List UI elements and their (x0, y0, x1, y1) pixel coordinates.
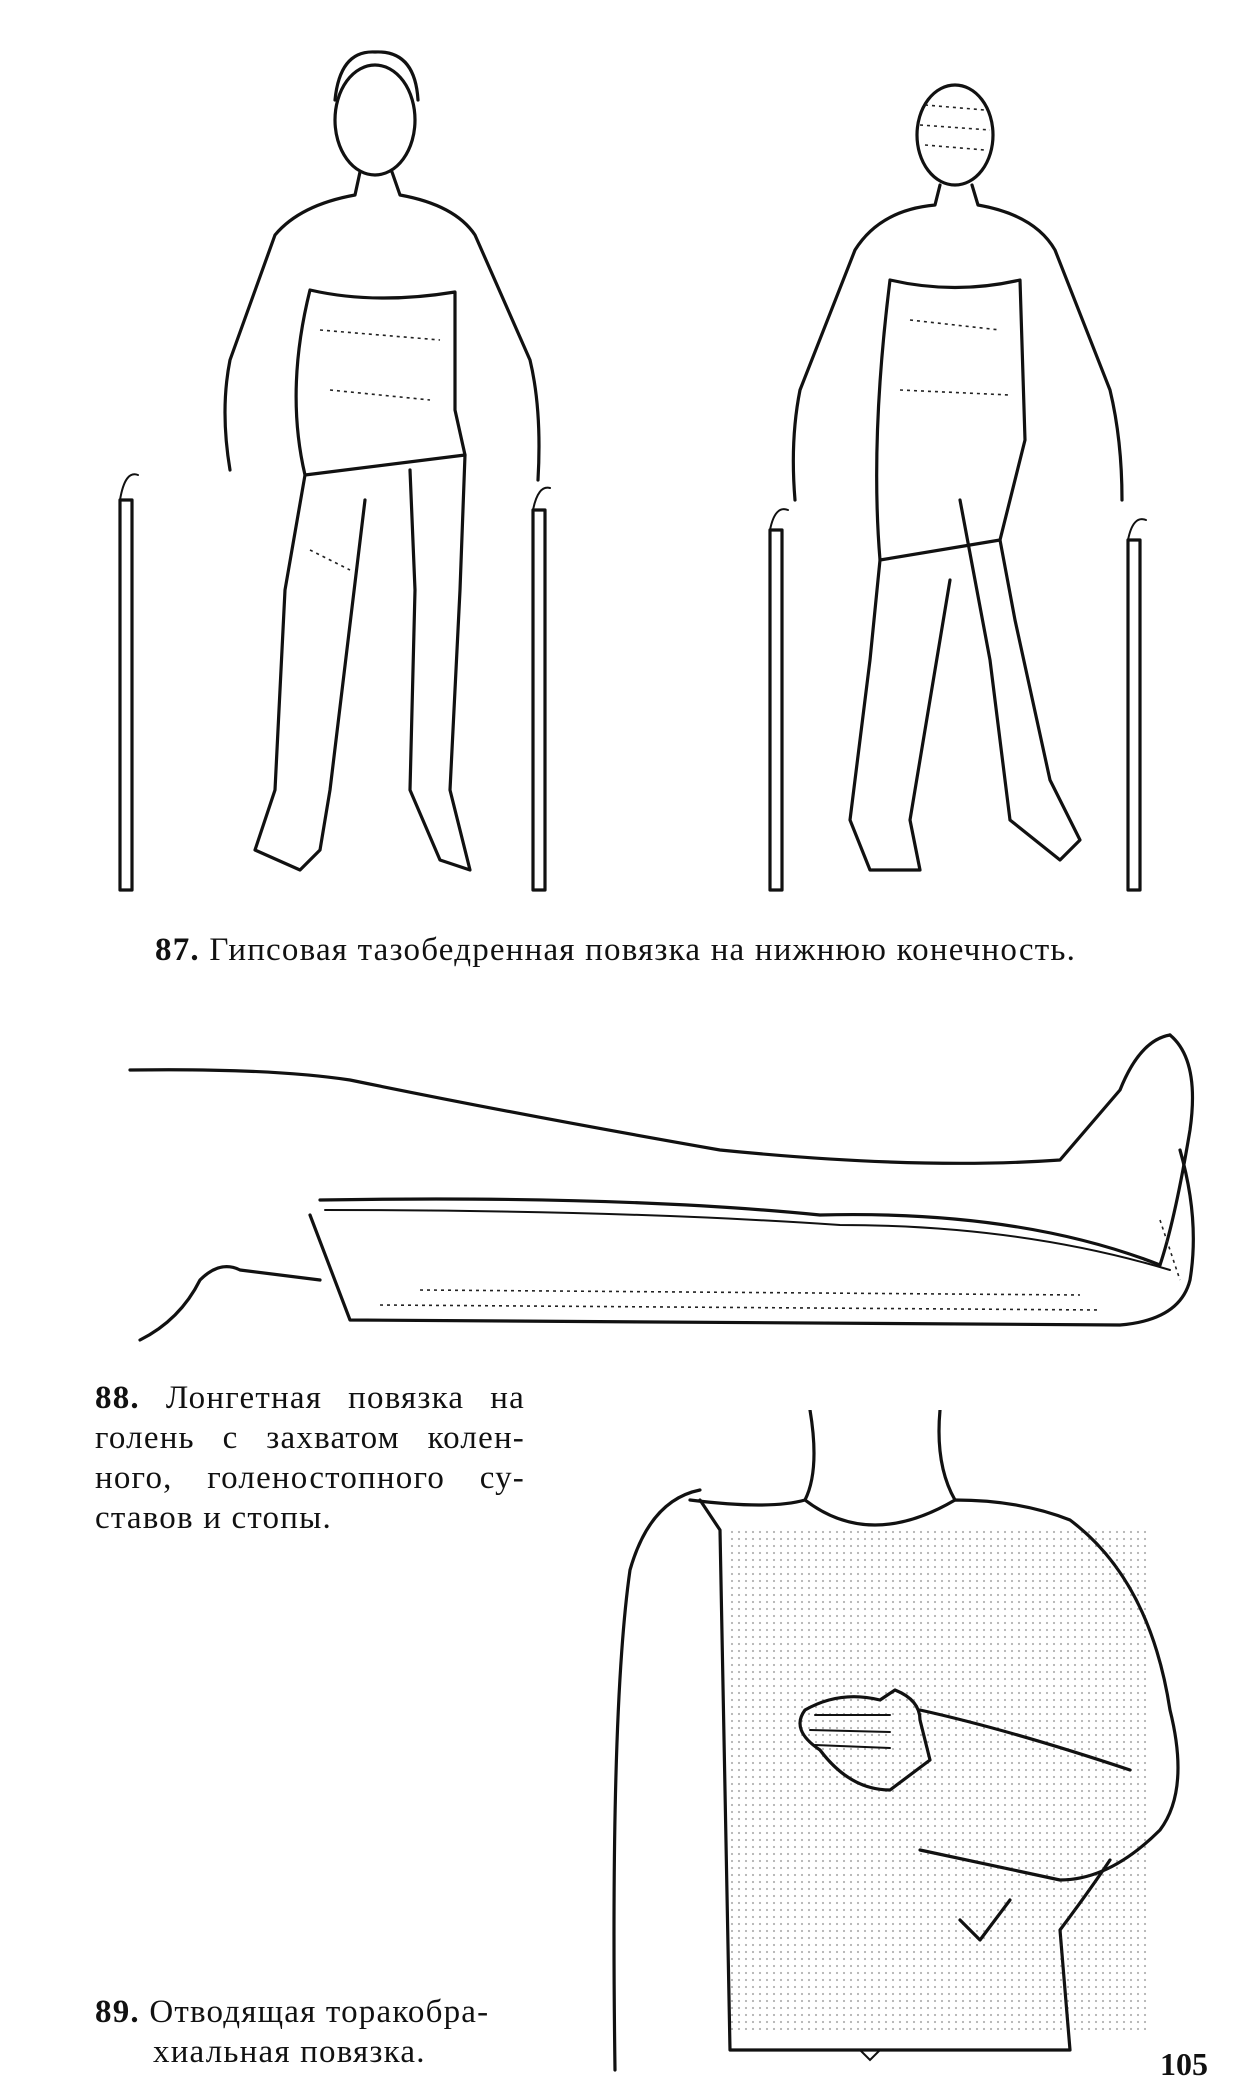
figure-89-caption-line-1: Отводящая торакобра- (149, 1994, 490, 2030)
figure-88-caption-line-1: Лонгетная повязка на (165, 1380, 526, 1416)
figure-89-caption-line-2: хиальная повязка. (153, 2034, 426, 2070)
figure-88-caption-line-3: ного, голеностопного су- (95, 1460, 525, 1496)
figure-87-back-illustration (750, 60, 1180, 900)
figure-87-caption-text: Гипсовая тазобедренная повязка на нижнюю конечность. (209, 932, 1077, 968)
figure-88-illustration (120, 1020, 1210, 1350)
page-number: 105 (1160, 2046, 1208, 2082)
figure-89-illustration (590, 1410, 1230, 2090)
figure-88-number: 88. (95, 1380, 140, 1416)
figure-89-caption (95, 1992, 525, 2072)
figure-88-caption (95, 1378, 525, 1538)
figure-88-caption-line-2: голень с захватом колен- (95, 1420, 525, 1456)
figure-88-caption-line-4: ставов и стопы. (95, 1500, 332, 1536)
figure-87-number: 87. (155, 932, 200, 968)
figure-87-front-illustration (110, 30, 580, 900)
figure-89-number: 89. (95, 1994, 140, 2030)
figure-87-caption (155, 930, 1155, 970)
